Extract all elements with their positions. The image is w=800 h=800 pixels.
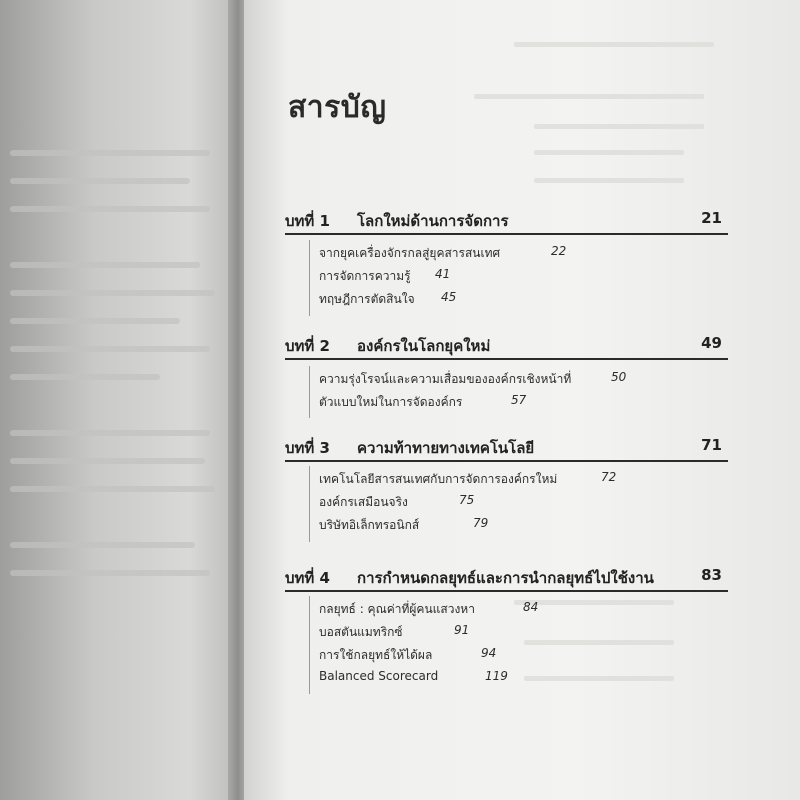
ghost-text [474, 94, 704, 99]
chapter-number: บทที่ 3 [285, 439, 330, 457]
ghost-text [10, 178, 190, 184]
ghost-text [10, 486, 215, 492]
ghost-text [10, 262, 200, 268]
item-title: ความรุ่งโรจน์และความเสื่อมขององค์กรเชิงหน้าที่ [319, 372, 572, 386]
chapter-page: 21 [701, 209, 722, 227]
item-title: บอสตันแมทริกซ์ [319, 625, 403, 639]
chapter-items [309, 466, 729, 535]
item-title: กลยุทธ์ : คุณค่าที่ผู้คนแสวงหา [319, 602, 475, 616]
ghost-text [10, 150, 210, 156]
chapter-title: โลกใหม่ด้านการจัดการ [357, 212, 509, 230]
chapter-heading[interactable] [285, 564, 728, 592]
ghost-text [534, 150, 684, 155]
item-page: 45 [441, 290, 457, 304]
toc-item[interactable] [309, 596, 729, 619]
chapter-title: องค์กรในโลกยุคใหม่ [357, 337, 491, 355]
chapter-heading[interactable] [285, 332, 728, 360]
toc-item[interactable] [309, 389, 729, 412]
chapter-title: ความท้าทายทางเทคโนโลยี [357, 439, 535, 457]
toc-item[interactable] [309, 489, 729, 512]
ghost-text [10, 346, 210, 352]
chapter-number: บทที่ 1 [285, 212, 330, 230]
item-title: ตัวแบบใหม่ในการจัดองค์กร [319, 395, 463, 409]
chapter-items [309, 240, 729, 309]
toc-item[interactable] [309, 642, 729, 665]
chapter-heading[interactable] [285, 207, 728, 235]
ghost-text [514, 42, 714, 47]
item-page: 57 [511, 393, 527, 407]
item-page: 91 [454, 623, 470, 637]
chapter-items [309, 366, 729, 412]
item-title: จากยุคเครื่องจักรกลสู่ยุคสารสนเทศ [319, 246, 501, 260]
ghost-text [534, 178, 684, 183]
toc-item[interactable] [309, 619, 729, 642]
toc-item[interactable] [309, 366, 729, 389]
ghost-text [10, 206, 210, 212]
toc-item[interactable] [309, 466, 729, 489]
ghost-text [10, 290, 215, 296]
item-title: การจัดการความรู้ [319, 269, 411, 283]
chapter-heading[interactable] [285, 434, 728, 462]
toc-item[interactable] [309, 240, 729, 263]
item-title: เทคโนโลยีสารสนเทศกับการจัดการองค์กรใหม่ [319, 472, 558, 486]
chapter-items [309, 596, 729, 688]
chapter-page: 83 [701, 566, 722, 584]
item-page: 22 [551, 244, 567, 258]
chapter-page: 49 [701, 334, 722, 352]
left-page [0, 0, 236, 800]
item-page: 84 [523, 600, 539, 614]
item-title: การใช้กลยุทธ์ให้ได้ผล [319, 648, 433, 662]
chapter-page: 71 [701, 436, 722, 454]
ghost-text [10, 318, 180, 324]
chapter-number: บทที่ 2 [285, 337, 330, 355]
toc-title: สารบัญ [288, 90, 387, 125]
toc-item[interactable] [309, 512, 729, 535]
toc-item[interactable] [309, 286, 729, 309]
ghost-text [10, 458, 205, 464]
ghost-text [10, 542, 195, 548]
chapter-number: บทที่ 4 [285, 569, 330, 587]
item-page: 94 [481, 646, 497, 660]
item-page: 75 [459, 493, 475, 507]
item-page: 119 [485, 669, 508, 683]
ghost-text [534, 124, 704, 129]
ghost-text [10, 570, 210, 576]
item-page: 72 [601, 470, 617, 484]
item-page: 41 [435, 267, 451, 281]
item-title: Balanced Scorecard [319, 669, 439, 683]
chapter-title: การกำหนดกลยุทธ์และการนำกลยุทธ์ไปใช้งาน [357, 569, 654, 587]
ghost-text [10, 374, 160, 380]
item-page: 50 [611, 370, 627, 384]
item-title: ทฤษฎีการตัดสินใจ [319, 292, 415, 306]
item-title: องค์กรเสมือนจริง [319, 495, 408, 509]
toc-item[interactable] [309, 263, 729, 286]
ghost-text [10, 430, 210, 436]
item-page: 79 [473, 516, 489, 530]
toc-item[interactable] [309, 665, 729, 688]
item-title: บริษัทอิเล็กทรอนิกส์ [319, 518, 420, 532]
